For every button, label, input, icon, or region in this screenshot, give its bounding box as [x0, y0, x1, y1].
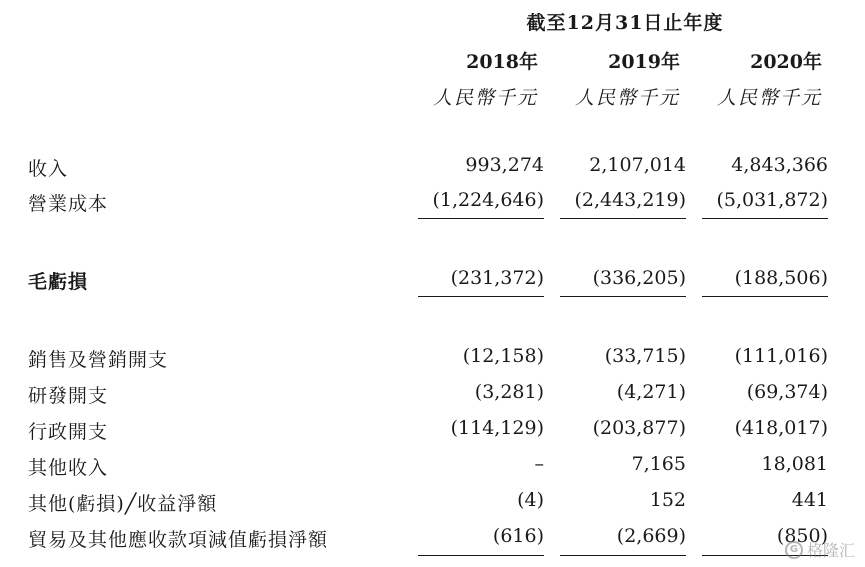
table-row: [0, 417, 865, 447]
value-2020: (5,031,872): [716, 189, 828, 211]
value-2020: 441: [791, 489, 828, 511]
value-2020: 18,081: [761, 453, 828, 475]
subtotal-rule: [560, 218, 686, 219]
value-2020: (69,374): [746, 381, 828, 403]
row-label: 營業成本: [28, 193, 109, 215]
row-label: 研發開支: [28, 385, 109, 407]
value-2019: 7,165: [631, 453, 686, 475]
value-2018: (12,158): [462, 345, 544, 367]
value-2019: 152: [649, 489, 686, 511]
row-label: 收入: [28, 158, 69, 180]
subtotal-rule: [702, 218, 828, 219]
row-label: 行政開支: [28, 421, 109, 443]
watermark-logo-icon: G: [785, 541, 803, 559]
value-2019: 2,107,014: [589, 154, 686, 176]
subtotal-rule: [418, 218, 544, 219]
period-heading: 截至12月31日止年度: [526, 12, 724, 34]
value-2019: (336,205): [592, 267, 686, 289]
table-row: [0, 381, 865, 411]
value-2020: (188,506): [734, 267, 828, 289]
row-label: 其他收入: [28, 457, 109, 479]
value-2019: (2,443,219): [574, 189, 686, 211]
value-2020: (850): [776, 525, 828, 547]
unit-2018-header: 人民幣千元: [432, 87, 538, 109]
subtotal-rule: [702, 296, 828, 297]
year-2020-header: 2020年: [750, 51, 822, 73]
value-2018: (616): [492, 525, 544, 547]
subtotal-rule: [560, 555, 686, 556]
table-row: [0, 189, 865, 219]
year-2019-header: 2019年: [608, 51, 680, 73]
value-2018: (3,281): [474, 381, 544, 403]
value-2018: (114,129): [450, 417, 544, 439]
watermark-text: 格隆汇: [806, 541, 855, 560]
table-row: [0, 453, 865, 483]
unit-2019-header: 人民幣千元: [574, 87, 680, 109]
subtotal-rule: [418, 296, 544, 297]
value-2018: (231,372): [450, 267, 544, 289]
table-row: [0, 345, 865, 375]
table-row: [0, 267, 865, 297]
table-row: [0, 525, 865, 555]
unit-2020-header: 人民幣千元: [716, 87, 822, 109]
subtotal-rule: [560, 296, 686, 297]
value-2019: (33,715): [604, 345, 686, 367]
row-label: 毛虧損: [28, 271, 89, 293]
row-label: 其他(虧損)╱收益淨額: [28, 493, 218, 515]
value-2018: 993,274: [465, 154, 544, 176]
value-2019: (203,877): [592, 417, 686, 439]
value-2020: (111,016): [734, 345, 828, 367]
value-2020: (418,017): [734, 417, 828, 439]
row-label: 銷售及營銷開支: [28, 349, 169, 371]
value-2018: (4): [517, 489, 544, 511]
year-2018-header: 2018年: [466, 51, 538, 73]
table-row: [0, 154, 865, 184]
value-2018: (1,224,646): [432, 189, 544, 211]
value-2019: (2,669): [616, 525, 686, 547]
value-2019: (4,271): [616, 381, 686, 403]
row-label: 貿易及其他應收款項減值虧損淨額: [28, 529, 329, 551]
value-2018: –: [534, 453, 544, 475]
subtotal-rule: [418, 555, 544, 556]
table-row: [0, 489, 865, 519]
watermark: [785, 538, 855, 561]
value-2020: 4,843,366: [731, 154, 828, 176]
